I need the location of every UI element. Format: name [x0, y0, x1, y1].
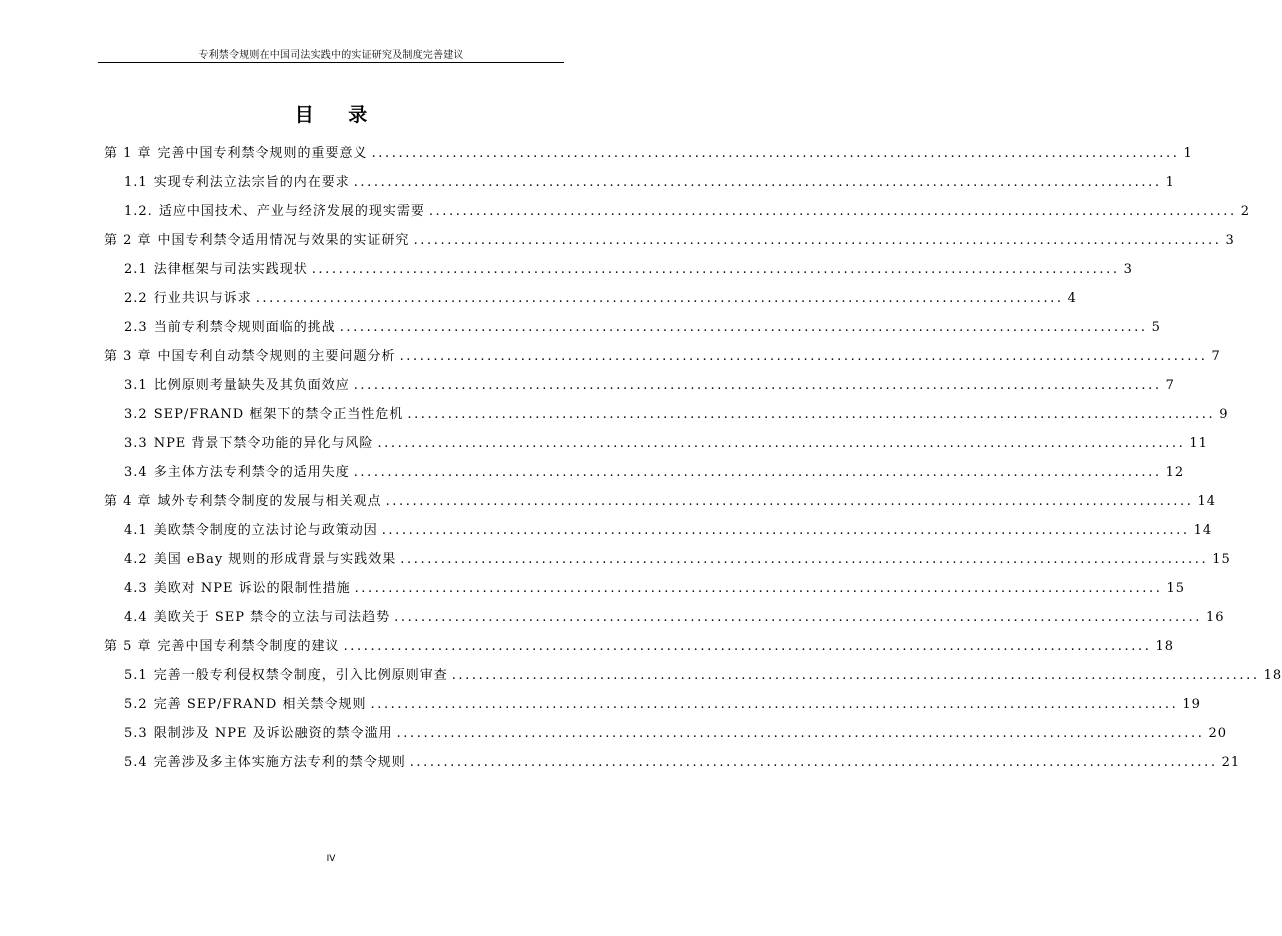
toc-entry-page: 5 — [1151, 320, 1161, 335]
toc-entry-page: 2 — [1240, 204, 1250, 219]
toc-title: 目 录 — [294, 104, 382, 126]
toc-entry-number: 2.2 — [124, 291, 148, 306]
toc-section-entry[interactable] — [124, 602, 1225, 626]
toc-section-entry[interactable] — [124, 660, 1282, 684]
toc-dot-leader: ........................................................................................................................ — [343, 639, 1152, 654]
toc-entry-label: 完善一般专利侵权禁令制度，引入比例原则审查 — [153, 668, 448, 683]
toc-entry-number: 1.2. — [124, 204, 153, 219]
toc-entry-number: 3.1 — [124, 378, 148, 393]
toc-dot-leader: ........................................................................................................................ — [396, 726, 1205, 741]
toc-entry-label: 法律框架与司法实践现状 — [153, 262, 308, 277]
toc-section-entry[interactable] — [124, 544, 1231, 568]
toc-entry-number: 4.1 — [124, 523, 148, 538]
toc-entry-number: 第 4 章 — [104, 494, 152, 509]
toc-entry-number: 2.3 — [124, 320, 148, 335]
toc-entry-page: 7 — [1165, 378, 1175, 393]
toc-chapter-entry[interactable] — [104, 631, 1174, 655]
toc-entry-label: 完善涉及多主体实施方法专利的禁令规则 — [153, 755, 406, 770]
toc-entry-page: 21 — [1221, 755, 1241, 770]
toc-dot-leader: ........................................................................................................................ — [255, 291, 1064, 306]
toc-entry-number: 3.3 — [124, 436, 148, 451]
toc-entry-page: 18 — [1263, 668, 1282, 683]
toc-dot-leader: ........................................................................................................................ — [451, 668, 1260, 683]
toc-entry-label: 完善中国专利禁令规则的重要意义 — [157, 146, 368, 161]
toc-dot-leader: ........................................................................................................................ — [370, 697, 1179, 712]
toc-dot-leader: ........................................................................................................................ — [354, 581, 1163, 596]
toc-section-entry[interactable] — [124, 254, 1133, 278]
toc-section-entry[interactable] — [124, 457, 1185, 481]
toc-entry-label: 域外专利禁令制度的发展与相关观点 — [157, 494, 382, 509]
toc-section-entry[interactable] — [124, 167, 1175, 191]
toc-chapter-entry[interactable] — [104, 486, 1216, 510]
toc-entry-label: 中国专利禁令适用情况与效果的实证研究 — [157, 233, 410, 248]
toc-entry-number: 4.2 — [124, 552, 148, 567]
toc-dot-leader: ........................................................................................................................ — [339, 320, 1148, 335]
toc-entry-label: 美国 eBay 规则的形成背景与实践效果 — [153, 552, 397, 567]
toc-entry-page: 14 — [1193, 523, 1213, 538]
toc-dot-leader: ........................................................................................................................ — [371, 146, 1180, 161]
toc-entry-label: 多主体方法专利禁令的适用失度 — [153, 465, 350, 480]
toc-entry-page: 15 — [1212, 552, 1231, 567]
toc-dot-leader: ........................................................................................................................ — [409, 755, 1218, 770]
toc-entry-page: 11 — [1189, 436, 1208, 451]
toc-entry-number: 4.3 — [124, 581, 148, 596]
toc-entry-page: 14 — [1197, 494, 1216, 509]
toc-section-entry[interactable] — [124, 747, 1241, 771]
toc-entry-label: 实现专利法立法宗旨的内在要求 — [153, 175, 350, 190]
toc-dot-leader: ........................................................................................................................ — [353, 378, 1162, 393]
toc-entry-page: 18 — [1155, 639, 1174, 654]
toc-chapter-entry[interactable] — [104, 225, 1235, 249]
toc-dot-leader: ........................................................................................................................ — [353, 465, 1162, 480]
toc-entry-page: 9 — [1219, 407, 1229, 422]
toc-entry-label: NPE 背景下禁令功能的异化与风险 — [153, 436, 374, 451]
toc-section-entry[interactable] — [124, 515, 1213, 539]
toc-entry-label: 中国专利自动禁令规则的主要问题分析 — [157, 349, 396, 364]
toc-dot-leader: ........................................................................................................................ — [399, 349, 1208, 364]
toc-entry-label: 比例原则考量缺失及其负面效应 — [153, 378, 350, 393]
toc-entry-number: 5.1 — [124, 668, 148, 683]
toc-dot-leader: ........................................................................................................................ — [311, 262, 1120, 277]
toc-entry-number: 2.1 — [124, 262, 148, 277]
toc-section-entry[interactable] — [124, 370, 1175, 394]
toc-entry-number: 第 5 章 — [104, 639, 152, 654]
toc-entry-number: 1.1 — [124, 175, 148, 190]
toc-entry-label: 完善 SEP/FRAND 相关禁令规则 — [153, 697, 367, 712]
toc-entry-number: 3.4 — [124, 465, 148, 480]
toc-entry-page: 15 — [1166, 581, 1186, 596]
toc-section-entry[interactable] — [124, 399, 1229, 423]
toc-entry-page: 7 — [1211, 349, 1221, 364]
toc-entry-label: 限制涉及 NPE 及诉讼融资的禁令滥用 — [153, 726, 393, 741]
toc-section-entry[interactable] — [124, 283, 1077, 307]
toc-dot-leader: ........................................................................................................................ — [381, 523, 1190, 538]
toc-entry-page: 19 — [1182, 697, 1201, 712]
page-number: IV — [326, 854, 336, 864]
toc-entry-number: 4.4 — [124, 610, 148, 625]
toc-entry-page: 3 — [1123, 262, 1133, 277]
toc-entry-label: 美欧对 NPE 诉讼的限制性措施 — [153, 581, 351, 596]
running-header: 专利禁令规则在中国司法实践中的实证研究及制度完善建议 — [198, 50, 464, 61]
toc-chapter-entry[interactable] — [104, 341, 1221, 365]
toc-entry-page: 3 — [1225, 233, 1235, 248]
toc-entry-label: 美欧关于 SEP 禁令的立法与司法趋势 — [153, 610, 391, 625]
toc-entry-page: 4 — [1067, 291, 1077, 306]
toc-dot-leader: ........................................................................................................................ — [428, 204, 1237, 219]
toc-entry-page: 1 — [1183, 146, 1193, 161]
toc-dot-leader: ........................................................................................................................ — [413, 233, 1222, 248]
toc-entry-number: 第 1 章 — [104, 146, 152, 161]
toc-section-entry[interactable] — [124, 573, 1186, 597]
toc-dot-leader: ........................................................................................................................ — [400, 552, 1209, 567]
toc-entry-page: 20 — [1208, 726, 1228, 741]
toc-entry-number: 第 3 章 — [104, 349, 152, 364]
toc-entry-label: 完善中国专利禁令制度的建议 — [157, 639, 340, 654]
toc-entry-number: 5.2 — [124, 697, 148, 712]
toc-entry-number: 5.3 — [124, 726, 148, 741]
toc-entry-number: 5.4 — [124, 755, 148, 770]
toc-entry-label: 当前专利禁令规则面临的挑战 — [153, 320, 336, 335]
toc-dot-leader: ........................................................................................................................ — [407, 407, 1216, 422]
toc-entry-number: 3.2 — [124, 407, 148, 422]
toc-dot-leader: ........................................................................................................................ — [385, 494, 1194, 509]
toc-section-entry[interactable] — [124, 718, 1228, 742]
toc-entry-label: SEP/FRAND 框架下的禁令正当性危机 — [153, 407, 404, 422]
toc-dot-leader: ........................................................................................................................ — [353, 175, 1162, 190]
toc-entry-page: 1 — [1165, 175, 1175, 190]
header-rule — [98, 62, 564, 63]
toc-section-entry[interactable] — [124, 428, 1208, 452]
toc-section-entry[interactable] — [124, 196, 1250, 220]
toc-entry-page: 12 — [1165, 465, 1185, 480]
toc-dot-leader: ........................................................................................................................ — [377, 436, 1186, 451]
toc-entry-label: 美欧禁令制度的立法讨论与政策动因 — [153, 523, 378, 538]
toc-entry-label: 适应中国技术、产业与经济发展的现实需要 — [158, 204, 425, 219]
toc-entry-label: 行业共识与诉求 — [153, 291, 252, 306]
toc-entry-number: 第 2 章 — [104, 233, 152, 248]
toc-chapter-entry[interactable] — [104, 138, 1193, 162]
toc-section-entry[interactable] — [124, 689, 1201, 713]
toc-section-entry[interactable] — [124, 312, 1161, 336]
toc-dot-leader: ........................................................................................................................ — [394, 610, 1202, 625]
toc-entry-page: 16 — [1206, 610, 1225, 625]
